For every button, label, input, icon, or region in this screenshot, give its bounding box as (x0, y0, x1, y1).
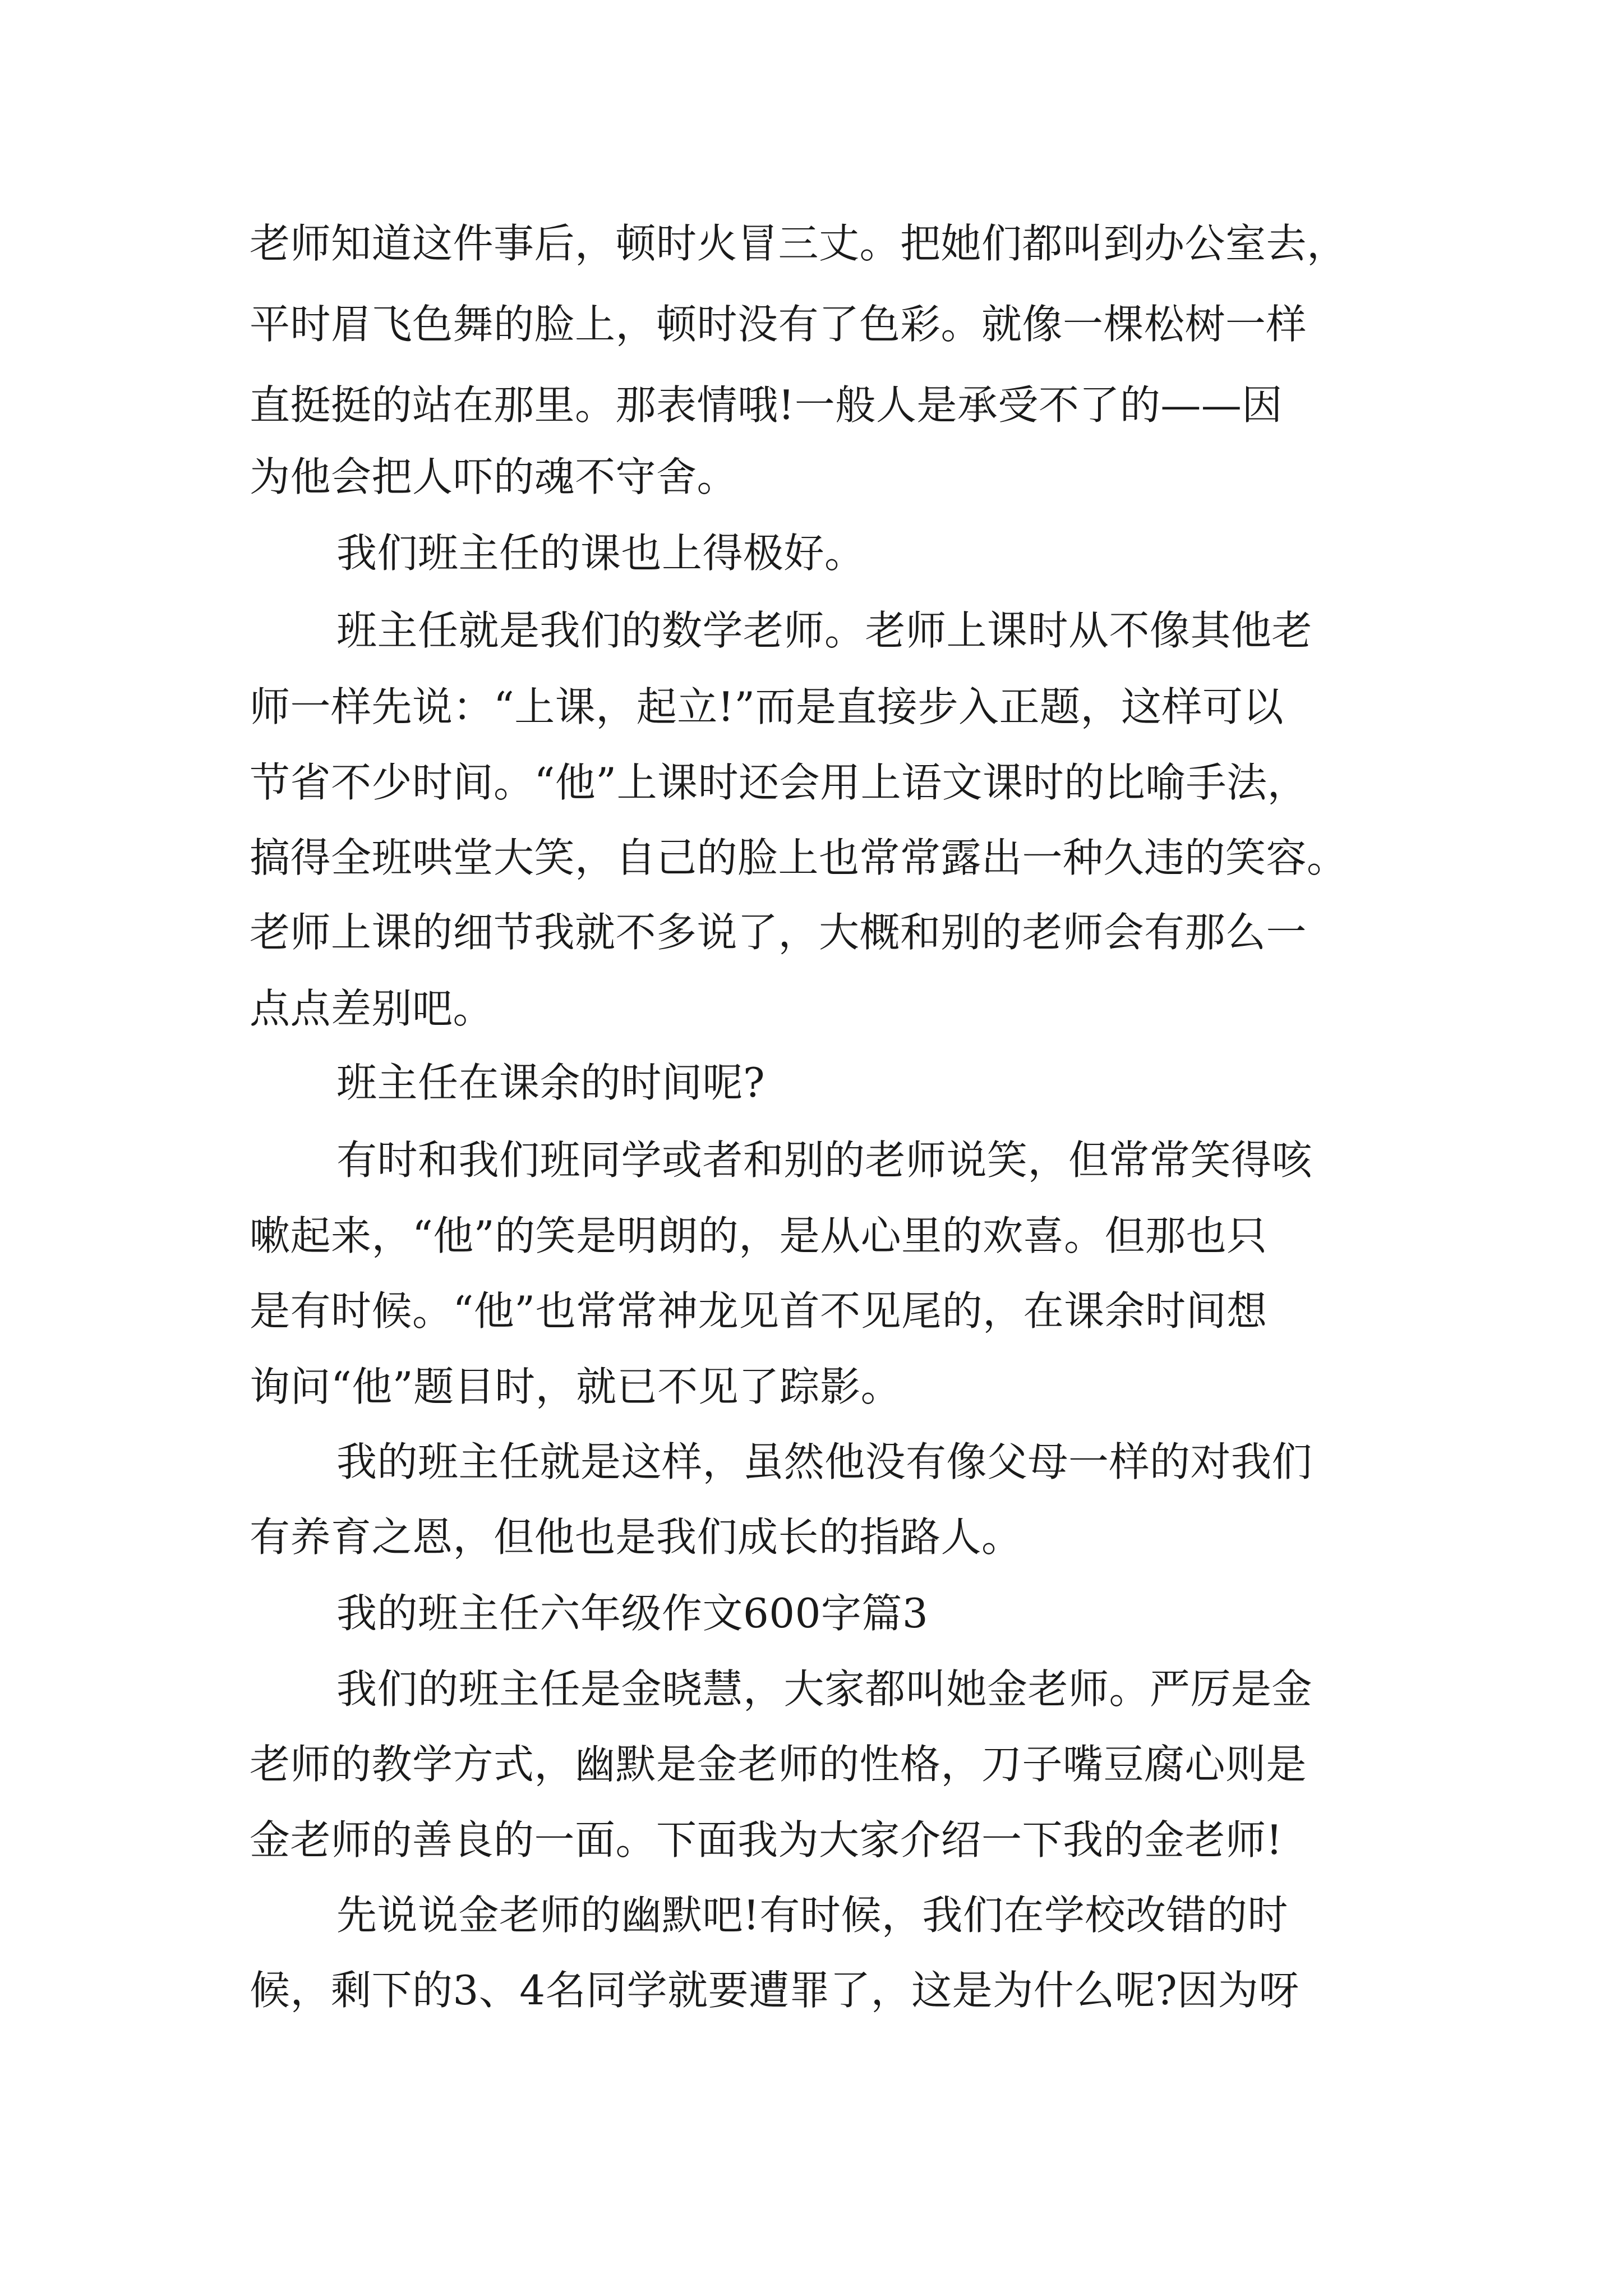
text-line: 节省不少时间。“他”上课时还会用上语文课时的比喻手法， (250, 759, 1308, 806)
text-line: 候，剩下的3、4名同学就要遭罪了，这是为什么呢?因为呀 (250, 1967, 1299, 2014)
text-line: 询问“他”题目时，就已不见了踪影。 (250, 1363, 902, 1410)
paragraph-start: 我们班主任的课也上得极好。 (336, 530, 865, 577)
paragraph-start: 有时和我们班同学或者和别的老师说笑，但常常笑得咳 (336, 1137, 1313, 1184)
text-line: 嗽起来，“他”的笑是明朗的，是从心里的欢喜。但那也只 (250, 1212, 1267, 1259)
paragraph-start: 班主任就是我们的数学老师。老师上课时从不像其他老 (336, 607, 1313, 654)
text-line: 金老师的善良的一面。下面我为大家介绍一下我的金老师! (250, 1816, 1283, 1864)
text-line: 点点差别吧。 (250, 985, 494, 1032)
text-line: 有养育之恩，但他也是我们成长的指路人。 (250, 1513, 1022, 1561)
text-line: 老师知道这件事后，顿时火冒三丈。把她们都叫到办公室去， (250, 220, 1348, 267)
paragraph-start: 班主任在课余的时间呢? (336, 1059, 766, 1106)
text-line: 直挺挺的站在那里。那表情哦!一般人是承受不了的——因 (250, 381, 1283, 429)
paragraph-start: 我们的班主任是金晓慧，大家都叫她金老师。严厉是金 (336, 1665, 1313, 1713)
text-line: 是有时候。“他”也常常神龙见首不见尾的，在课余时间想 (250, 1287, 1267, 1335)
text-line: 搞得全班哄堂大笑，自己的脸上也常常露出一种久违的笑容。 (250, 834, 1348, 881)
section-heading: 我的班主任六年级作文600字篇3 (336, 1590, 929, 1637)
paragraph-start: 先说说金老师的幽默吧!有时候，我们在学校改错的时 (336, 1892, 1288, 1939)
text-line: 平时眉飞色舞的脸上，顿时没有了色彩。就像一棵松树一样 (250, 301, 1307, 348)
text-line: 为他会把人吓的魂不守舍。 (250, 453, 738, 500)
text-line: 老师的教学方式，幽默是金老师的性格，刀子嘴豆腐心则是 (250, 1741, 1307, 1788)
text-line: 师一样先说：“上课，起立!”而是直接步入正题，这样可以 (250, 683, 1284, 730)
paragraph-start: 我的班主任就是这样，虽然他没有像父母一样的对我们 (336, 1438, 1313, 1485)
text-line: 老师上课的细节我就不多说了，大概和别的老师会有那么一 (250, 909, 1307, 956)
